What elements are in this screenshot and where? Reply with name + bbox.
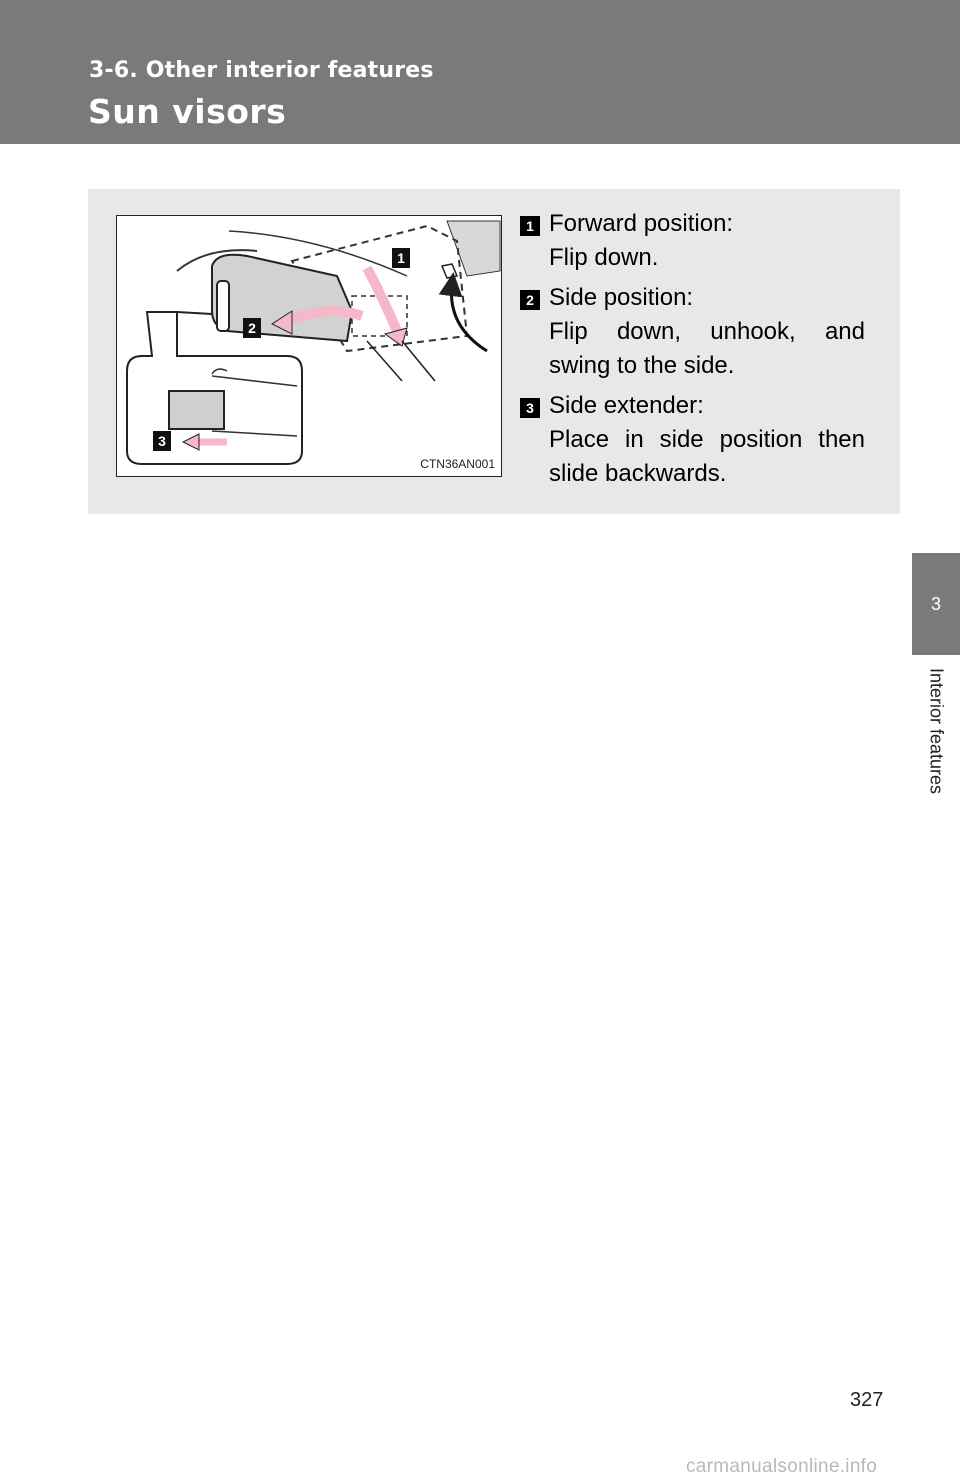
- sun-visor-panel: [88, 189, 900, 514]
- callout-2-label: 2: [248, 320, 256, 336]
- item-number-badge: 2: [520, 290, 540, 310]
- arrow-1-flip-down: [367, 268, 397, 331]
- section-label: 3-6. Other interior features: [89, 58, 434, 83]
- item-description: Flip down, unhook, and swing to the side.: [549, 318, 865, 379]
- chapter-tab[interactable]: [912, 553, 960, 655]
- item-number-badge: 3: [520, 398, 540, 418]
- list-item: [520, 389, 865, 491]
- item-title: Side position:: [549, 284, 694, 311]
- chapter-title: [912, 668, 960, 828]
- item-description: Flip down.: [549, 244, 659, 271]
- position-list: [520, 207, 865, 497]
- callout-3-label: 3: [158, 433, 166, 449]
- item-title: Side extender:: [549, 392, 704, 419]
- chapter-title-text: Interior features: [926, 668, 947, 795]
- watermark: carmanualsonline.info: [686, 1456, 878, 1477]
- list-item: [520, 207, 865, 275]
- callout-1-label: 1: [397, 250, 405, 266]
- illustration-code: CTN36AN001: [420, 457, 495, 471]
- item-number-badge: 1: [520, 216, 540, 236]
- arrow-unhook: [451, 284, 487, 351]
- item-title: Forward position:: [549, 210, 734, 237]
- page-header: [0, 0, 960, 144]
- chapter-number: 3: [930, 593, 941, 614]
- sun-visor-illustration: [116, 215, 502, 477]
- page-title: Sun visors: [88, 92, 287, 131]
- item-description: Place in side position then slide backwards.: [549, 426, 865, 487]
- list-item: [520, 281, 865, 383]
- sun-visor-diagram: [117, 216, 501, 476]
- page-number: 327: [850, 1389, 884, 1411]
